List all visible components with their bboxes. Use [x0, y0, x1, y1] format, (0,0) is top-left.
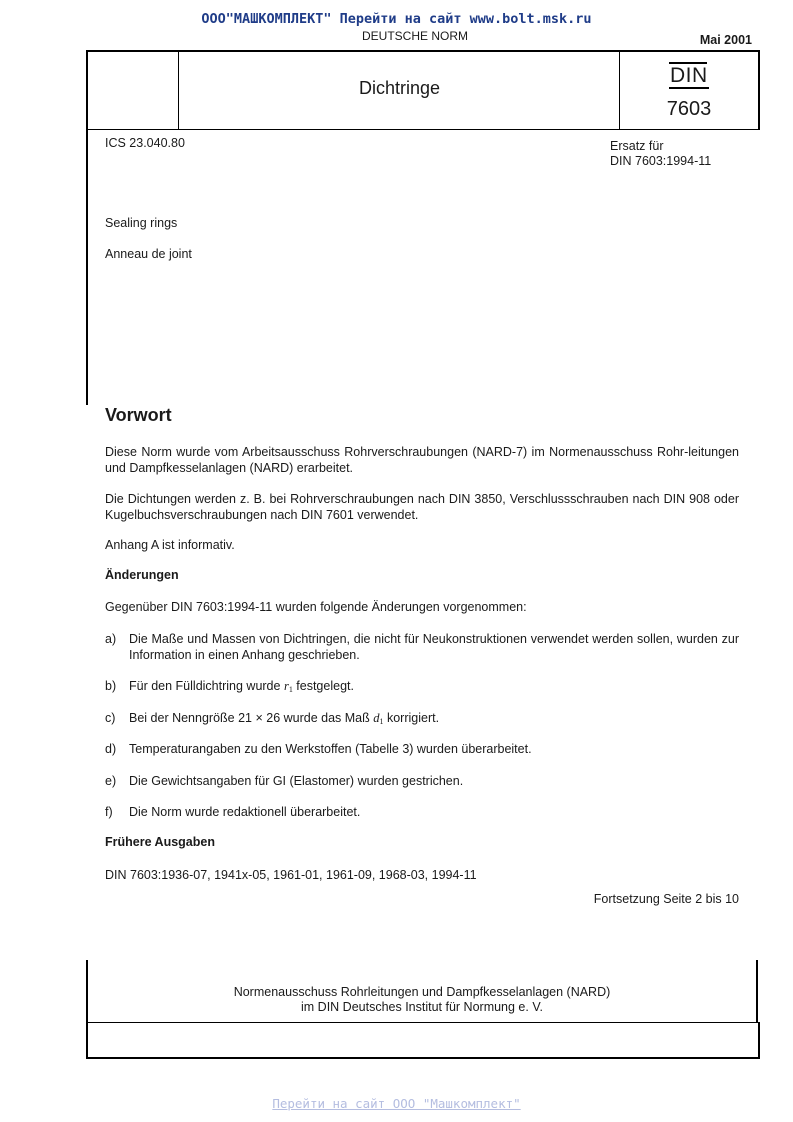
changes-heading: Änderungen: [105, 568, 179, 582]
document-title: Dichtringe: [358, 78, 441, 98]
list-item-text-after: festgelegt.: [292, 679, 354, 693]
list-marker: d): [105, 742, 117, 756]
foreword-heading: Vorwort: [105, 405, 172, 425]
list-item: [105, 631, 739, 663]
list-item: [105, 710, 739, 730]
list-item-text: [105, 710, 739, 730]
promo-link-top[interactable]: ООО"МАШКОМПЛЕКТ" Перейти на сайт www.bolt.msk.ru: [201, 11, 592, 27]
list-marker: b): [105, 679, 117, 693]
foreword-paragraph-1: Diese Norm wurde vom Arbeitsausschuss Rohrverschraubungen (NARD-7) im Normenausschuss Rohr-leitungen und Dampfkesselanlagen (NARD) erarbeitet.: [105, 445, 739, 475]
list-item-text-after: korrigiert.: [383, 711, 440, 725]
previous-editions-heading: Frühere Ausgaben: [105, 835, 215, 849]
replaces-note: [610, 139, 711, 169]
list-item-text: Die Norm wurde redaktionell überarbeitet.: [129, 805, 361, 819]
changes-intro: Gegenüber DIN 7603:1994-11 wurden folgende Änderungen vorgenommen:: [105, 600, 527, 614]
list-item-text: Die Maße und Massen von Dichtringen, die nicht für Neukonstruktionen verwendet werden sollen, wurden zur Information in einen Anhang geschrieben.: [129, 632, 739, 662]
list-marker: f): [105, 805, 113, 819]
foreword-paragraph-3: Anhang A ist informativ.: [105, 538, 235, 552]
list-item: [105, 804, 739, 820]
issue-date: Mai 2001: [699, 33, 752, 47]
footer-frame: [86, 1022, 760, 1059]
ics-code: ICS 23.040.80: [105, 136, 185, 150]
replaces-standard: DIN 7603:1994-11: [610, 154, 712, 168]
committee-institute: im DIN Deutsches Institut für Normung e. V.: [301, 1000, 543, 1014]
replaces-label: Ersatz für: [610, 139, 664, 153]
list-item-text-before: Für den Fülldichtring wurde: [129, 679, 284, 693]
variable-symbol: d: [373, 711, 380, 725]
header-divider-left: [178, 50, 179, 129]
list-item: [105, 773, 739, 789]
list-item-text: [105, 678, 739, 698]
list-marker: c): [105, 711, 116, 725]
din-number: 7603: [666, 98, 712, 120]
list-item: [105, 678, 739, 698]
list-marker: a): [105, 632, 117, 646]
title-english: Sealing rings: [105, 216, 178, 230]
variable-subscript: 1: [379, 717, 384, 726]
variable-symbol: r: [283, 679, 289, 693]
foreword-paragraph-2: Die Dichtungen werden z. B. bei Rohrverschraubungen nach DIN 3850, Verschlussschrauben nach DIN 908 oder Kugelbuchsverschraubungen nach DIN 7601 verwendet.: [105, 492, 739, 522]
previous-editions-list: DIN 7603:1936-07, 1941x-05, 1961-01, 1961-09, 1968-03, 1994-11: [105, 868, 477, 882]
standard-type: DEUTSCHE NORM: [361, 29, 468, 43]
list-item-text: Temperaturangaben zu den Werkstoffen (Tabelle 3) wurden überarbeitet.: [129, 742, 532, 756]
list-item-text: Die Gewichtsangaben für GI (Elastomer) wurden gestrichen.: [129, 774, 464, 788]
din-logo: DIN: [670, 64, 708, 87]
committee-info: [86, 985, 758, 1015]
list-marker: e): [105, 774, 117, 788]
variable-subscript: 1: [288, 685, 293, 694]
list-item-text-before: Bei der Nenngröße 21 × 26 wurde das Maß: [129, 711, 374, 725]
list-item: [105, 741, 739, 757]
title-french: Anneau de joint: [105, 247, 192, 261]
variable-r1: [284, 679, 293, 693]
header-divider-right: [619, 50, 620, 129]
committee-name: Normenausschuss Rohrleitungen und Dampfkesselanlagen (NARD): [233, 985, 611, 999]
promo-link-bottom[interactable]: Перейти на сайт ООО "Машкомплект": [272, 1096, 521, 1111]
continuation-note: Fortsetzung Seite 2 bis 10: [593, 892, 739, 906]
left-margin-rule: [86, 127, 88, 405]
variable-d1: [373, 711, 383, 725]
